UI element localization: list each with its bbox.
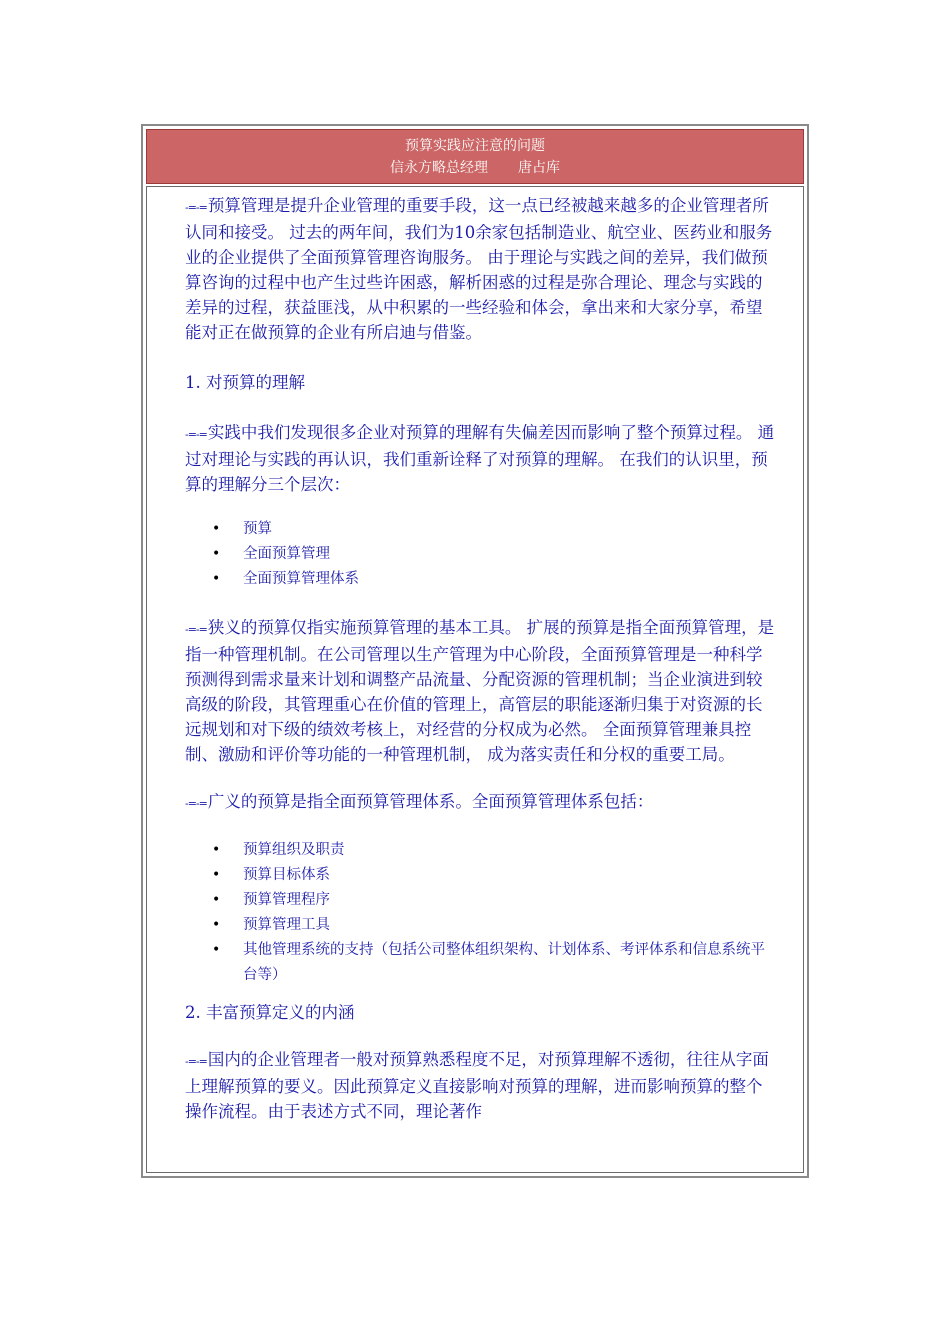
author-role: 信永方略总经理	[390, 160, 488, 176]
bullet-icon: •	[212, 917, 221, 933]
author-line	[147, 157, 803, 179]
section-1-heading: 1. 对预算的理解	[185, 373, 305, 392]
indent-marker: -=-=	[185, 201, 207, 214]
indent-marker: -=-=	[185, 623, 207, 636]
article-body	[146, 186, 804, 1173]
list-item: • 预算管理工具	[185, 913, 775, 938]
bullet-icon: •	[212, 571, 221, 587]
paragraph-s1-1: -=-=实践中我们发现很多企业对预算的理解有失偏差因而影响了整个预算过程。 通过对理论与实践的再认识，我们重新诠释了对预算的理解。 在我们的认识里，预算的理解分三个层次：	[185, 423, 775, 494]
list-item: • 预算组织及职责	[185, 838, 775, 863]
section-2-heading: 2. 丰富预算定义的内涵	[185, 1003, 355, 1022]
bullet-icon: •	[212, 546, 221, 562]
list-item: • 预算管理程序	[185, 888, 775, 913]
paragraph-s1-2: -=-=狭义的预算仅指实施预算管理的基本工具。 扩展的预算是指全面预算管理，是指一种管理机制。在公司管理以生产管理为中心阶段，全面预算管理是一种科学预测得到需求量来计划和调整产品流量、分配资源的管理机制；当企业演进到较高级的阶段，其管理重心在价值的管理上，高管层的职能逐渐归集于对资源的长远规划和对下级的绩效考核上，对经营的分权成为必然。 全面预算管理兼具控制、激励和评价等功能的一种管理机制， 成为落实责任和分权的重要工局。	[185, 618, 775, 764]
article-title: 预算实践应注意的问题	[405, 138, 545, 154]
system-items-list	[185, 838, 775, 988]
article-header	[146, 129, 804, 184]
bullet-icon: •	[212, 521, 221, 537]
paragraph-intro: -=-=预算管理是提升企业管理的重要手段，这一点已经被越来越多的企业管理者所认同和接受。 过去的两年间，我们为10余家包括制造业、航空业、医药业和服务业的企业提供了全面预算管理咨询服务。 由于理论与实践之间的差异，我们做预算咨询的过程中也产生过些许困惑，解析困惑的过程是弥合理论、理念与实践的差异的过程，获益匪浅，从中积累的一些经验和体会，拿出来和大家分享，希望能对正在做预算的企业有所启迪与借鉴。	[185, 196, 773, 342]
paragraph-s1-3: -=-=广义的预算是指全面预算管理体系。全面预算管理体系包括：	[185, 792, 654, 811]
article-frame	[141, 124, 809, 1178]
article-content	[185, 193, 775, 1124]
bullet-icon: •	[212, 892, 221, 908]
indent-marker: -=-=	[185, 797, 207, 810]
bullet-icon: •	[212, 842, 221, 858]
list-item: • 预算目标体系	[185, 863, 775, 888]
indent-marker: -=-=	[185, 1055, 207, 1068]
levels-list	[185, 517, 775, 592]
indent-marker: -=-=	[185, 428, 207, 441]
bullet-icon: •	[212, 942, 221, 958]
list-item: • 全面预算管理体系	[185, 567, 775, 592]
bullet-icon: •	[212, 867, 221, 883]
list-item: • 预算	[185, 517, 775, 542]
list-item: • 其他管理系统的支持（包括公司整体组织架构、计划体系、考评体系和信息系统平台等）	[185, 938, 773, 988]
author-name: 唐占库	[518, 160, 560, 176]
paragraph-s2-1: -=-=国内的企业管理者一般对预算熟悉程度不足，对预算理解不透彻，往往从字面上理解预算的要义。因此预算定义直接影响对预算的理解，进而影响预算的整个操作流程。由于表述方式不同，理论著作	[185, 1050, 769, 1121]
list-item: • 全面预算管理	[185, 542, 775, 567]
